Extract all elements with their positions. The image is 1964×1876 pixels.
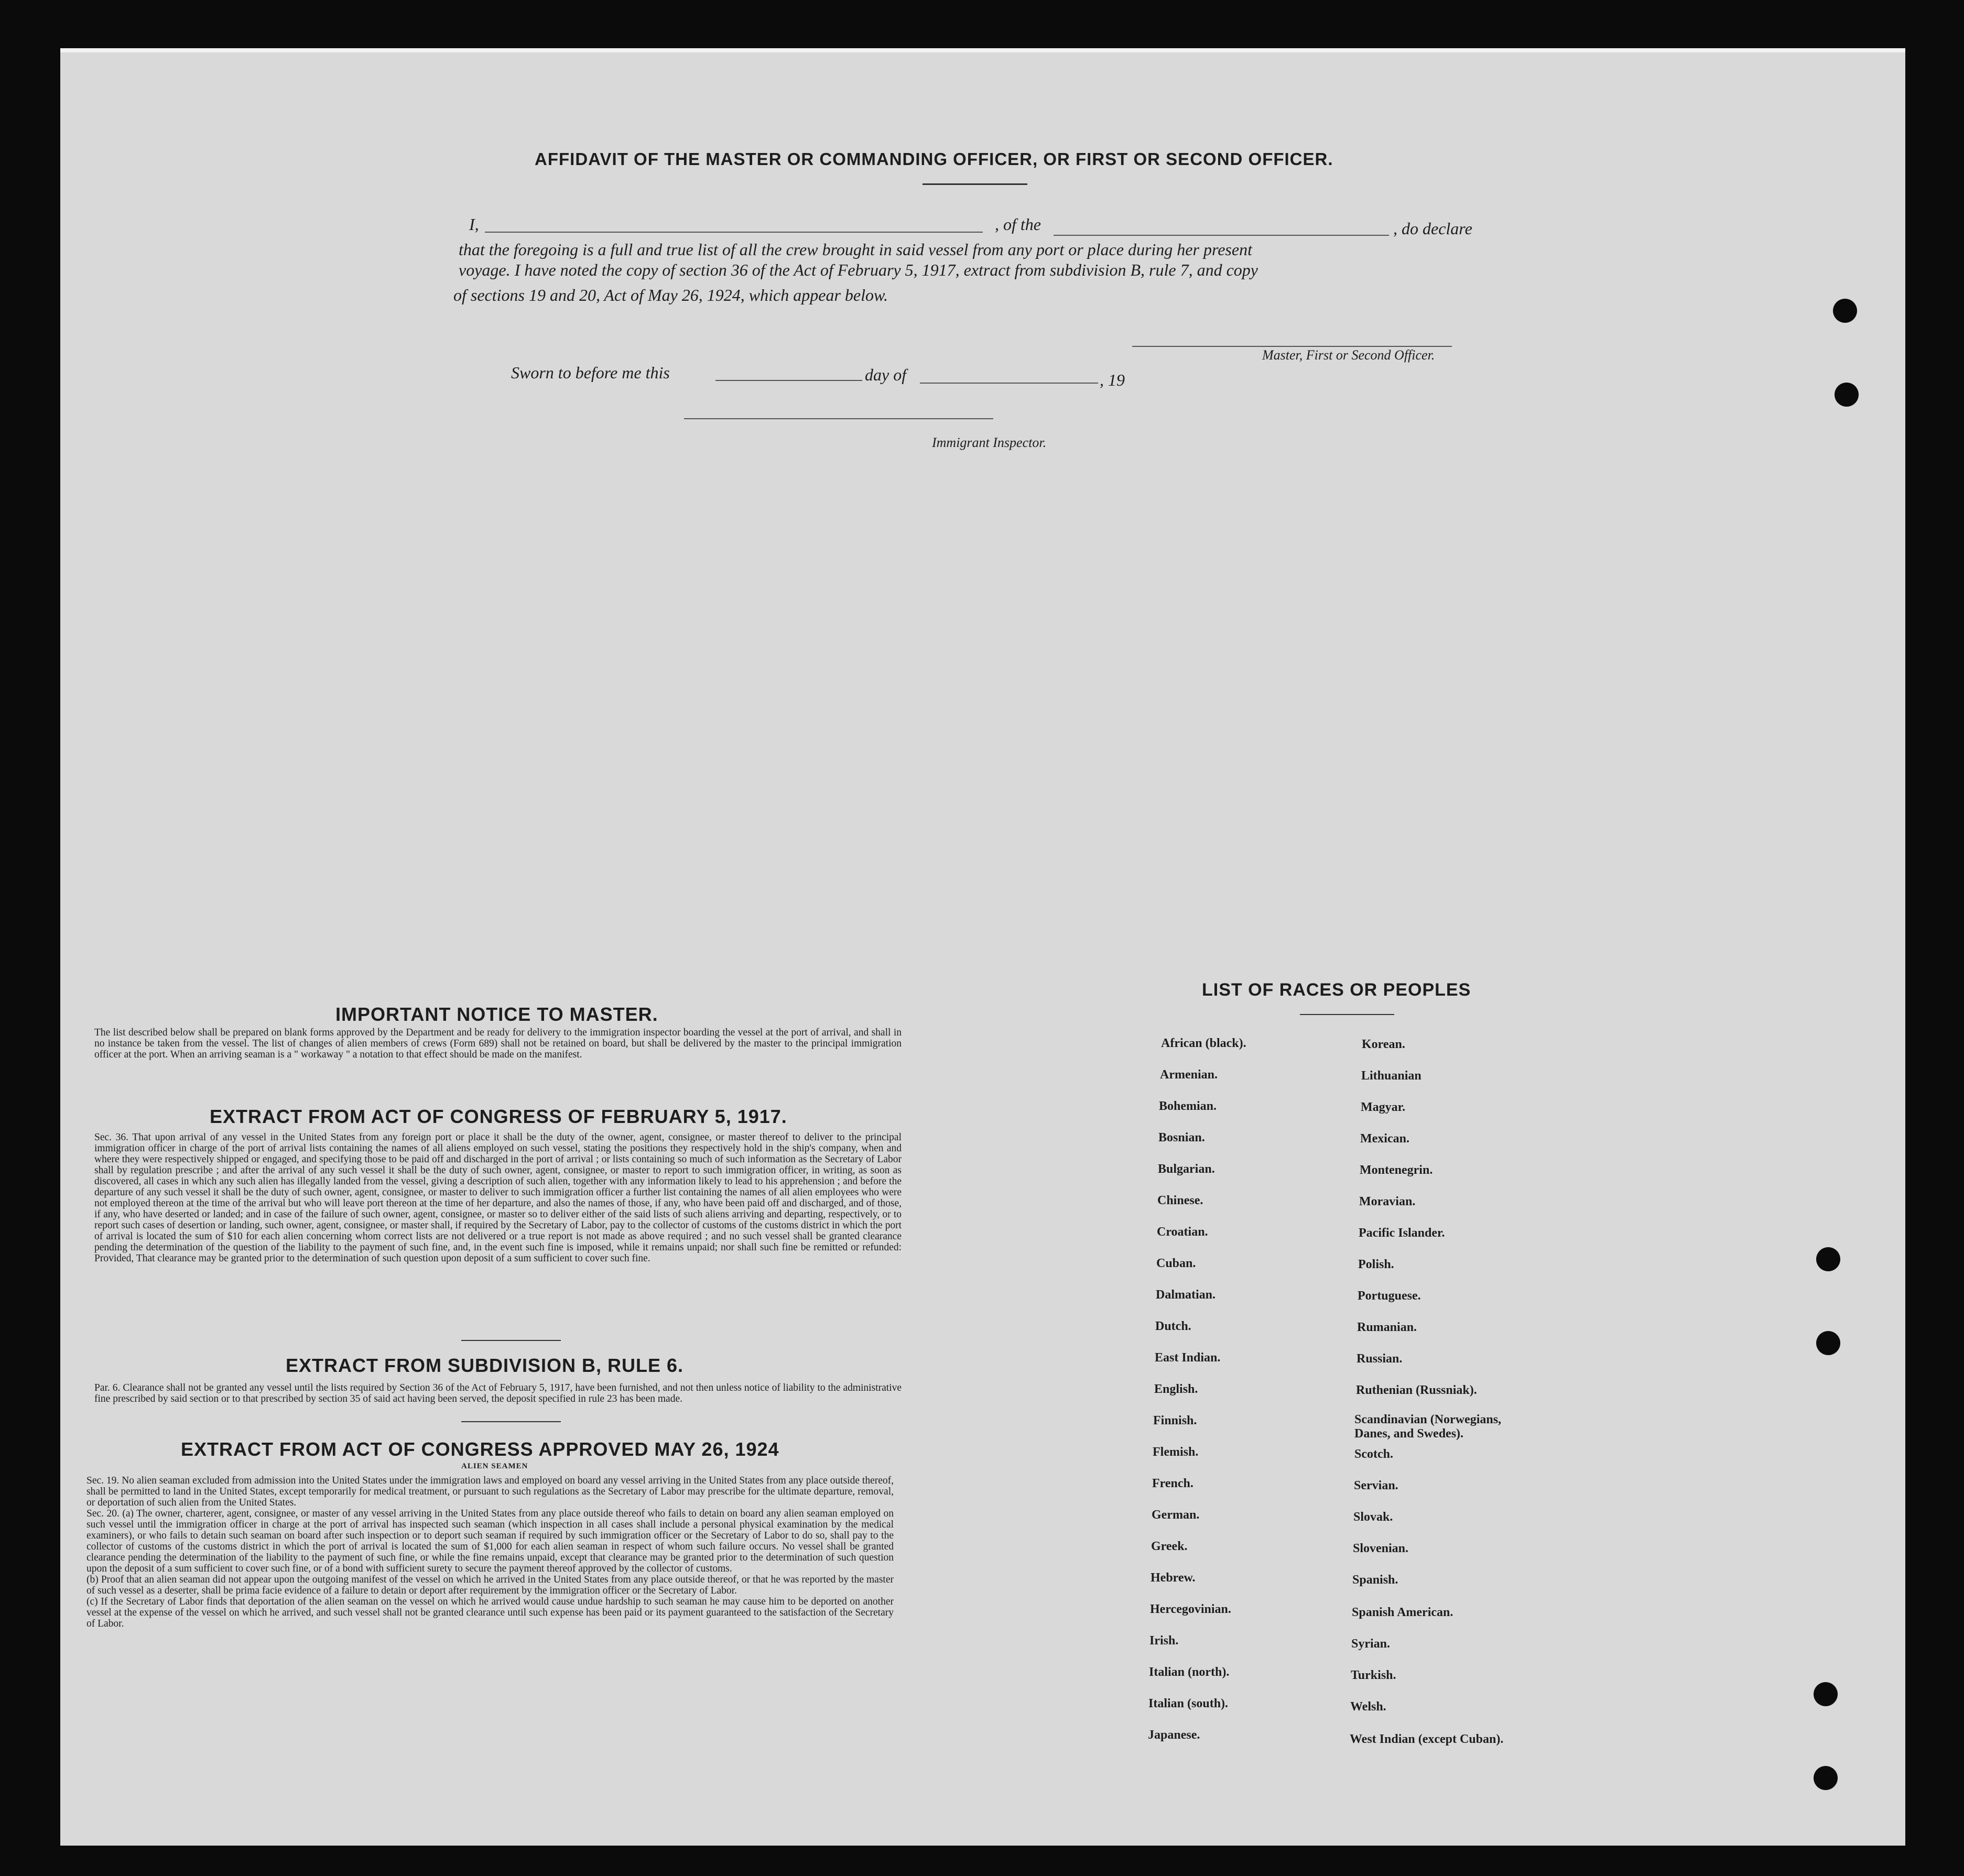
year-label: , 19: [1100, 370, 1125, 389]
title-divider: [923, 183, 1027, 185]
sworn-label: Sworn to before me this: [511, 363, 670, 382]
race-item: English.: [1154, 1382, 1198, 1396]
race-item: Pacific Islander.: [1359, 1226, 1445, 1240]
notice-body: The list described below shall be prepared on blank forms approved by the Department and be ready for delivery to the immigration inspector boarding the vessel at the port of arrival, and shall in no instance be taken from the vessel. The list of changes of alien members of crews (Form 689) shall not be retained on board, but shall be delivered by the master to the principal immigration officer at the port. When an arriving seaman is a " workaway " a notation to that effect should be made on the manifest.: [94, 1027, 902, 1060]
punch-hole: [1816, 1247, 1840, 1271]
master-signature-label: Master, First or Second Officer.: [1262, 347, 1435, 363]
race-item: Chinese.: [1157, 1194, 1203, 1207]
sworn-month-blank-line: [920, 383, 1098, 384]
act-1917-title: EXTRACT FROM ACT OF CONGRESS OF FEBRUARY 5, 1917.: [210, 1106, 787, 1127]
race-item: Korean.: [1362, 1038, 1405, 1051]
race-item: Bohemian.: [1159, 1099, 1217, 1113]
act-1924-subtitle: ALIEN SEAMEN: [461, 1462, 528, 1470]
act-1924-paragraph: (c) If the Secretary of Labor finds that deportation of the alien seaman on the vessel on which he arrived would cause undue hardship to such seaman he may cause him to be deported on another vessel at the expense of the vessel on which he arrived, and such vessel shall not be granted clearance until such expense has been paid or its payment guaranteed to the satisfaction of the Secretary of Labor.: [86, 1596, 894, 1629]
race-item: Armenian.: [1160, 1068, 1218, 1082]
race-item: Cuban.: [1156, 1257, 1196, 1270]
race-item: Mexican.: [1360, 1132, 1409, 1146]
race-item: Dalmatian.: [1156, 1288, 1216, 1302]
race-item: Montenegrin.: [1360, 1163, 1433, 1177]
race-item: Italian (north).: [1149, 1665, 1230, 1679]
punch-hole: [1833, 299, 1857, 323]
race-item: Polish.: [1358, 1258, 1394, 1271]
section-divider: [461, 1421, 561, 1422]
race-item: Portuguese.: [1358, 1289, 1421, 1303]
day-of-label: day of: [865, 365, 907, 384]
act-1924-title: EXTRACT FROM ACT OF CONGRESS APPROVED MAY 26, 1924: [181, 1438, 779, 1460]
race-item: Hercegovinian.: [1150, 1602, 1231, 1616]
race-item: Magyar.: [1361, 1100, 1406, 1114]
race-item: West Indian (except Cuban).: [1350, 1732, 1504, 1746]
race-item: French.: [1152, 1477, 1193, 1490]
race-item: African (black).: [1161, 1037, 1246, 1050]
punch-hole: [1814, 1682, 1838, 1706]
inspector-label: Immigrant Inspector.: [932, 435, 1047, 450]
race-item: Servian.: [1354, 1479, 1398, 1492]
race-item: Spanish American.: [1352, 1606, 1453, 1619]
races-title-divider: [1300, 1014, 1394, 1015]
race-item: Irish.: [1149, 1634, 1179, 1648]
affidavit-i-label: I,: [469, 215, 479, 234]
race-item: Bulgarian.: [1158, 1162, 1215, 1176]
race-item: Bosnian.: [1158, 1131, 1205, 1144]
race-item: Croatian.: [1157, 1225, 1208, 1239]
affidavit-of-the-label: , of the: [995, 215, 1041, 234]
inspector-signature-line: [684, 418, 993, 419]
sworn-day-blank-line: [715, 380, 862, 381]
race-item: Welsh.: [1350, 1700, 1386, 1714]
races-title: LIST OF RACES OR PEOPLES: [1202, 980, 1471, 1000]
section-divider: [461, 1340, 561, 1341]
act-1924-paragraph: (b) Proof that an alien seaman did not appear upon the outgoing manifest of the vessel on which he arrived in the United States from any place outside thereof, or that he was reported by the master of such vessel as a deserter, shall be prima facie evidence of a failure to detain or deport after requirement by the immigration officer or the Secretary of Labor.: [86, 1574, 894, 1596]
declaration-line: that the foregoing is a full and true list of all the crew brought in said vessel from any port or place during her present: [459, 240, 1252, 259]
race-item: Turkish.: [1351, 1668, 1396, 1682]
subdivision-b-title: EXTRACT FROM SUBDIVISION B, RULE 6.: [286, 1355, 684, 1376]
declaration-line: of sections 19 and 20, Act of May 26, 1924, which appear below.: [453, 286, 888, 304]
race-item: East Indian.: [1155, 1351, 1221, 1365]
race-item: Scandinavian (Norwegians, Danes, and Swedes).: [1354, 1413, 1502, 1441]
race-item: Ruthenian (Russniak).: [1356, 1383, 1477, 1397]
race-item: Scotch.: [1354, 1447, 1393, 1461]
race-item: Finnish.: [1153, 1414, 1197, 1427]
race-item: Rumanian.: [1357, 1321, 1417, 1334]
master-signature-line: [1132, 346, 1452, 347]
act-1917-body: Sec. 36. That upon arrival of any vessel in the United States from any foreign port or place it shall be the duty of the owner, agent, consignee, or master thereof to deliver to the principal immigration officer in charge of the port of arrival lists containing the names of all aliens employed on such vessel, stating the positions they respectively hold in the ship's company, when and where they were respectively shipped or engaged, and specifying those to be paid off and discharged in the port of arrival ; or lists containing so much of such information as the Secretary of Labor shall by regulation prescribe ; and after the arrival of any such vessel it shall be the duty of such owner, agent, consignee, or master to report to such immigration officer, in writing, as soon as discovered, all cases in which any such alien has illegally landed from the vessel, giving a description of such alien, together with any information likely to lead to his apprehension ; and before the departure of any such vessel it shall be the duty of such owner, agent, consignee, or master to deliver to such immigration officer a further list containing the names of all alien employees who were not employed thereon at the time of the arrival but who will leave port thereon at the time of her departure, and also the names of those, if any, who have been paid off and discharged, and of those, if any, who have deserted or landed; and in case of the failure of such owner, agent, consignee, or master so to deliver either of the said lists of such aliens arriving and departing, respectively, or to report such cases of desertion or landing, such owner, agent, consignee, or master shall, if required by the Secretary of Labor, pay to the collector of customs of the customs district in which the port of arrival is located the sum of $10 for each alien concerning whom correct lists are not delivered or a true report is not made as above required ; and no such vessel shall be granted clearance pending the determination of the question of the liability to the payment of such fine, and, in the event such fine is imposed, while it remains unpaid; nor shall such fine be remitted or refunded: Provided, That clearance may be granted prior to the determination of such question upon deposit of a sum sufficient to cover such fine.: [94, 1132, 902, 1264]
race-item: Slovak.: [1353, 1510, 1393, 1524]
punch-hole: [1816, 1331, 1840, 1355]
vessel-blank-line: [1054, 235, 1389, 236]
race-item: Lithuanian: [1361, 1069, 1422, 1083]
race-item: Italian (south).: [1148, 1697, 1229, 1710]
name-blank-line: [485, 232, 983, 233]
declaration-line: voyage. I have noted the copy of section 36 of the Act of February 5, 1917, extract from subdivision B, rule 7, and copy: [459, 260, 1258, 279]
punch-hole: [1814, 1766, 1838, 1790]
race-item: Hebrew.: [1151, 1571, 1196, 1585]
race-item: German.: [1152, 1508, 1200, 1522]
race-item: Spanish.: [1352, 1573, 1398, 1587]
race-item: Greek.: [1151, 1540, 1188, 1553]
act-1924-paragraph: Sec. 20. (a) The owner, charterer, agent, consignee, or master of any vessel arriving in the United States from any place outside thereof who fails to detain on board any alien seaman employed on such vessel until the immigration officer in charge at the port of arrival has inspected such seaman (which inspection in all cases shall include a personal physical examination by the medical examiners), or who fails to detain such seaman on board after such inspection or to deport such seaman if required by such immigration officer or the Secretary of Labor to do so, shall pay to the collector of customs of the customs district in which the port of arrival is located the sum of $1,000 for each alien seaman in respect of whom such failure occurs. No vessel shall be granted clearance pending the determination of the liability to the payment of such fine, or while the fine remains unpaid, except that clearance may be granted prior to the determination of such question upon the deposit of a sum sufficient to cover such fine, or of a bond with sufficient surety to secure the payment thereof approved by the collector of customs.: [86, 1508, 894, 1574]
affidavit-do-declare-label: , do declare: [1393, 219, 1472, 238]
race-item: Moravian.: [1359, 1195, 1416, 1208]
race-item: Flemish.: [1153, 1445, 1199, 1459]
affidavit-title: AFFIDAVIT OF THE MASTER OR COMMANDING OFFICER, OR FIRST OR SECOND OFFICER.: [535, 149, 1333, 169]
act-1924-body: [86, 1475, 894, 1629]
subdivision-b-body: Par. 6. Clearance shall not be granted any vessel until the lists required by Section 36 of the Act of February 5, 1917, have been furnished, and not then unless notice of liability to the administrative fine prescribed by said section or to that prescribed by section 35 of said act having been served, the deposit specified in rule 23 has been made.: [94, 1382, 902, 1404]
act-1924-paragraph: Sec. 19. No alien seaman excluded from admission into the United States under the immigration laws and employed on board any vessel arriving in the United States from any place outside thereof, shall be permitted to land in the United States, except temporarily for medical treatment, or pursuant to such regulations as the Secretary of Labor may prescribe for the ultimate departure, removal, or deportation of such alien from the United States.: [86, 1475, 894, 1508]
race-item: Russian.: [1357, 1352, 1403, 1366]
race-item: Slovenian.: [1353, 1542, 1409, 1555]
race-item: Japanese.: [1148, 1728, 1200, 1742]
race-item: Syrian.: [1351, 1637, 1391, 1651]
notice-title: IMPORTANT NOTICE TO MASTER.: [335, 1004, 658, 1025]
punch-hole: [1835, 383, 1859, 407]
race-item: Dutch.: [1155, 1319, 1191, 1333]
